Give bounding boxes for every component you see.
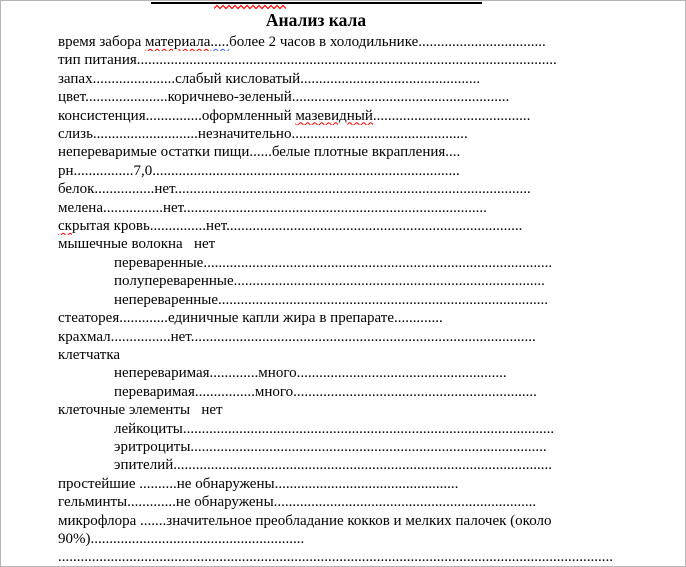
document-line	[58, 143, 680, 161]
line-text: гельминты.............не обнаружены......................................................................	[58, 494, 537, 511]
line-text: время забора	[58, 34, 146, 50]
document-line	[58, 51, 680, 69]
line-text: полупереваренные...................................................................................	[114, 273, 545, 290]
line-text: простейшие ..........не обнаружены.................................................	[58, 475, 459, 492]
spelling-error-text: материала	[145, 34, 211, 50]
document-line	[58, 383, 680, 401]
line-text: слизь............................незначительно...............................................	[58, 126, 468, 143]
line-text: запах......................слабый кисловатый................................................	[58, 70, 481, 87]
line-text: эпителий.....................................................................................................	[114, 457, 552, 474]
document-line	[58, 162, 680, 180]
spelling-error-text: ск	[58, 218, 72, 235]
line-text: мелена................нет.................................................................................	[58, 199, 487, 216]
line-text: ....................................................................................................................................................	[58, 549, 613, 566]
document-line	[58, 88, 680, 106]
document-line	[58, 438, 680, 456]
document-line	[58, 548, 680, 566]
document-title: Анализ кала	[265, 10, 367, 30]
document-line	[58, 328, 680, 346]
document-line	[58, 401, 680, 419]
document-line	[58, 420, 680, 438]
document-line	[58, 107, 680, 125]
line-text: непереваренные........................................................................................	[114, 291, 549, 308]
line-text: непереваримые остатки пищи......белые плотные вкрапления....	[58, 144, 461, 161]
document-line	[58, 254, 680, 272]
line-text: тип питания................................................................................................................	[58, 52, 557, 69]
document-line	[58, 512, 680, 530]
document-line	[58, 493, 680, 511]
cutoff-text-underline	[151, 2, 482, 4]
document-line	[58, 235, 680, 253]
document-line	[58, 346, 680, 364]
line-text: крахмал................нет............................................................................................	[58, 328, 536, 345]
line-text: более 2 часов в холодильнике..................................	[229, 34, 546, 50]
document-line	[58, 364, 680, 382]
document-line	[58, 291, 680, 309]
document-line	[58, 125, 680, 143]
line-text: клетчатка	[58, 346, 121, 363]
grammar-error-text: .....	[210, 34, 230, 50]
line-text: мышечные волокна нет	[58, 236, 216, 253]
document-line	[58, 180, 680, 198]
document-line	[58, 217, 680, 235]
line-text: переваренные.............................................................................................	[114, 254, 553, 271]
document-line	[58, 272, 680, 290]
line-text: стеаторея.............единичные капли жира в препарате.............	[58, 310, 443, 327]
line-text: эритроциты...............................................................................................	[114, 438, 547, 455]
line-text: рытая кровь...............нет...............................................................................	[71, 218, 523, 235]
line-text: лейкоциты...................................................................................................	[114, 420, 555, 437]
line-text: ..........................................	[372, 107, 531, 124]
document-line	[58, 530, 680, 548]
line-text: переваримая................много.................................................................	[114, 383, 537, 400]
document-line	[58, 33, 680, 51]
line-text: клеточные элементы нет	[58, 402, 223, 419]
line-text: непереваримая.............много........................................................	[114, 365, 507, 382]
document-lines	[58, 33, 680, 567]
spelling-error-text: мазевидный	[295, 107, 373, 124]
line-text: белок................нет...............................................................................................	[58, 181, 531, 198]
line-text: цвет......................коричнево-зеленый..........................................................	[58, 89, 510, 106]
line-text: рн................7,0..................................................................................	[58, 162, 460, 179]
document-line	[58, 309, 680, 327]
document-line	[58, 475, 680, 493]
line-text: консистенция...............оформленный	[58, 107, 296, 124]
document-line	[58, 456, 680, 474]
document-content	[58, 7, 680, 567]
document-line	[58, 70, 680, 88]
line-text: микрофлора .......значительное преобладание кокков и мелких палочек (около	[58, 512, 552, 529]
document-line	[58, 199, 680, 217]
line-text: 90%).........................................................	[58, 530, 305, 547]
